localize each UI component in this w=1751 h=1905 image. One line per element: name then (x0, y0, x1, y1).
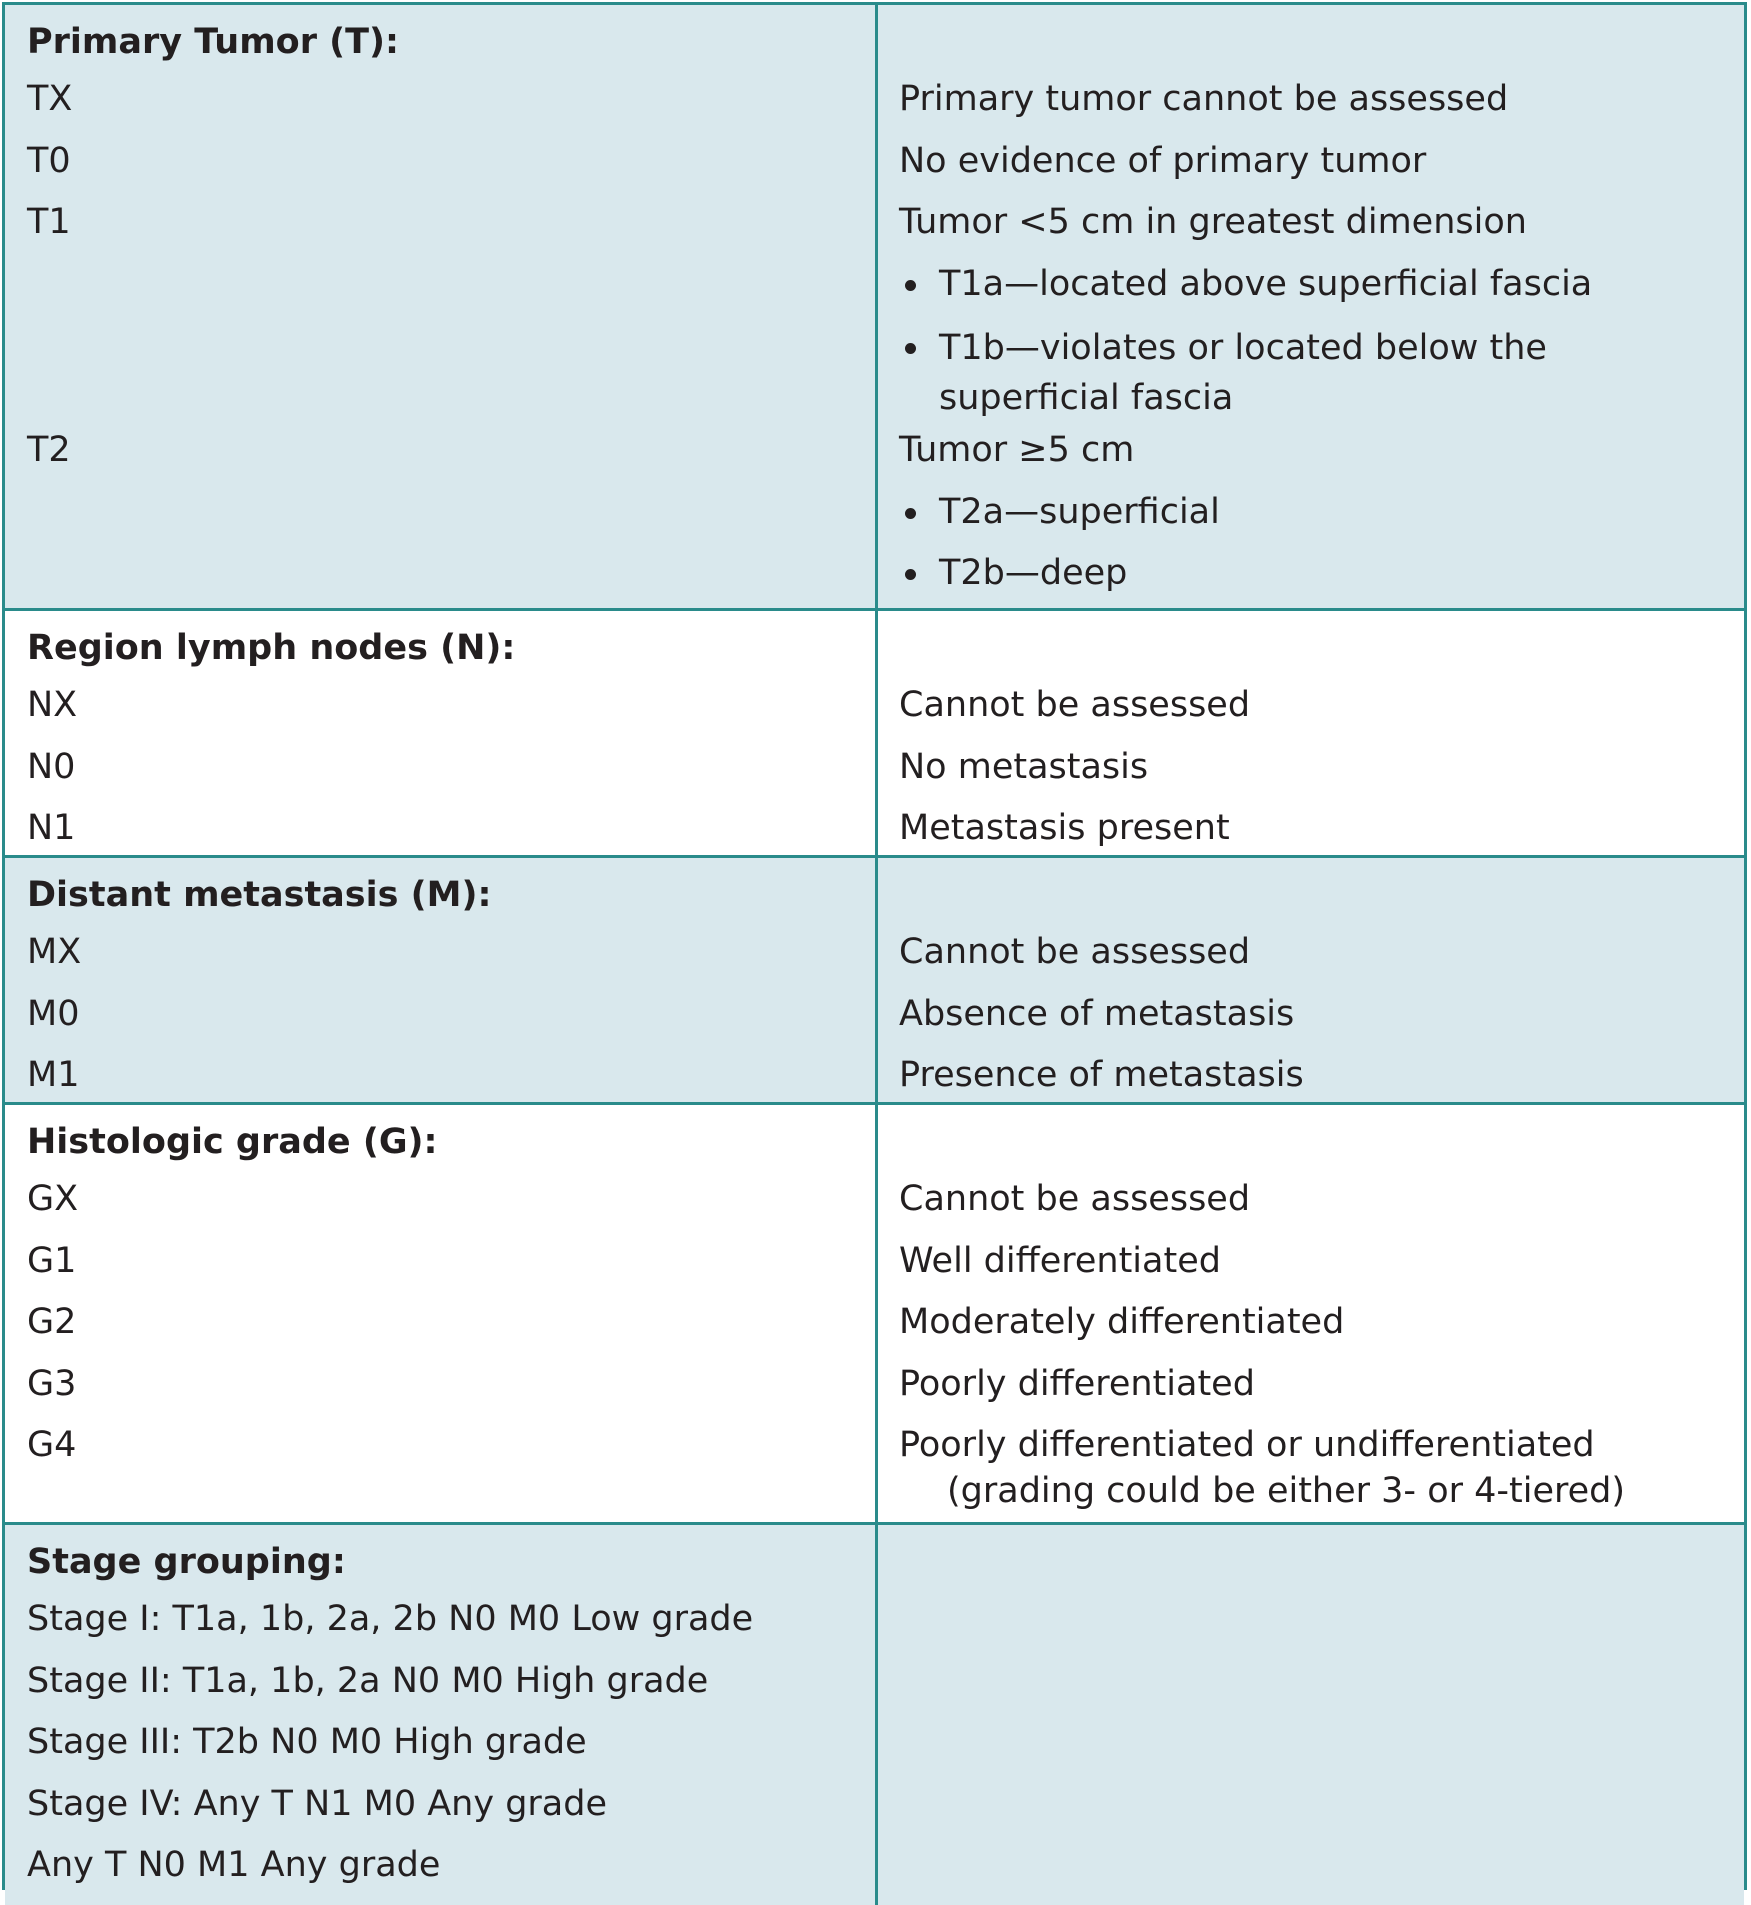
stage-line-4: Stage IV: Any T N1 M0 Any grade (27, 1783, 607, 1824)
bullet-t2b: T2b—deep (899, 543, 1734, 605)
primary-tumor-descriptions (878, 5, 1744, 608)
desc-t1: Tumor <5 cm in greatest dimension (899, 202, 1527, 242)
stage-grouping-list (5, 1525, 878, 1905)
bullet-t2a: T2a—superficial (899, 482, 1734, 544)
grade-codes (5, 1105, 878, 1522)
stage-line-2: Stage II: T1a, 1b, 2a N0 M0 High grade (27, 1660, 709, 1701)
desc-mx: Cannot be assessed (899, 932, 1251, 972)
staging-table (2, 2, 1747, 1890)
desc-g1: Well differentiated (899, 1240, 1221, 1281)
section-lymph-nodes (5, 611, 1744, 858)
metastasis-descriptions (878, 858, 1744, 1102)
desc-g3: Poorly differentiated (899, 1363, 1255, 1404)
code-t0: T0 (27, 140, 71, 181)
code-mx: MX (27, 932, 82, 972)
desc-nx: Cannot be assessed (899, 685, 1251, 725)
desc-t2: Tumor ≥5 cm (899, 430, 1135, 470)
lymph-nodes-heading: Region lymph nodes (N): (27, 628, 516, 668)
code-nx: NX (27, 685, 78, 725)
desc-n0: No metastasis (899, 746, 1149, 787)
code-gx: GX (27, 1179, 79, 1219)
desc-t0: No evidence of primary tumor (899, 140, 1427, 181)
desc-m1: Presence of metastasis (899, 1055, 1304, 1095)
stage-line-3: Stage III: T2b N0 M0 High grade (27, 1722, 587, 1762)
code-t1: T1 (27, 202, 71, 242)
bullet-t1a: T1a—located above superficial fascia (899, 254, 1734, 316)
code-tx: TX (27, 79, 73, 119)
code-n0: N0 (27, 746, 76, 787)
section-stage-grouping (5, 1525, 1744, 1905)
lymph-nodes-codes (5, 611, 878, 855)
stage-line-1: Stage I: T1a, 1b, 2a, 2b N0 M0 Low grade (27, 1599, 754, 1639)
code-g2: G2 (27, 1302, 77, 1342)
stage-grouping-heading: Stage grouping: (27, 1542, 346, 1582)
desc-gx: Cannot be assessed (899, 1179, 1251, 1219)
code-n1: N1 (27, 808, 76, 848)
lymph-nodes-descriptions (878, 611, 1744, 855)
metastasis-heading: Distant metastasis (M): (27, 875, 492, 915)
code-g4: G4 (27, 1425, 77, 1465)
code-m0: M0 (27, 993, 80, 1034)
stage-line-5: Any T N0 M1 Any grade (27, 1845, 441, 1885)
desc-g4: Poorly differentiated or undifferentiated (899, 1425, 1595, 1465)
code-t2: T2 (27, 430, 71, 470)
stage-grouping-empty (878, 1525, 1744, 1905)
primary-tumor-heading: Primary Tumor (T): (27, 22, 400, 62)
section-histologic-grade (5, 1105, 1744, 1525)
section-distant-metastasis (5, 858, 1744, 1105)
code-g3: G3 (27, 1363, 77, 1404)
grade-heading: Histologic grade (G): (27, 1122, 438, 1162)
metastasis-codes (5, 858, 878, 1102)
desc-g2: Moderately differentiated (899, 1302, 1345, 1342)
code-g1: G1 (27, 1240, 77, 1281)
desc-tx: Primary tumor cannot be assessed (899, 79, 1509, 119)
desc-m0: Absence of metastasis (899, 993, 1295, 1034)
grade-descriptions (878, 1105, 1744, 1522)
code-m1: M1 (27, 1055, 80, 1095)
desc-n1: Metastasis present (899, 808, 1230, 848)
desc-g4-continued: (grading could be either 3- or 4-tiered) (947, 1471, 1626, 1511)
primary-tumor-codes (5, 5, 878, 608)
bullet-t1b: T1b—violates or located below the superficial fascia (899, 315, 1579, 420)
section-primary-tumor (5, 5, 1744, 611)
